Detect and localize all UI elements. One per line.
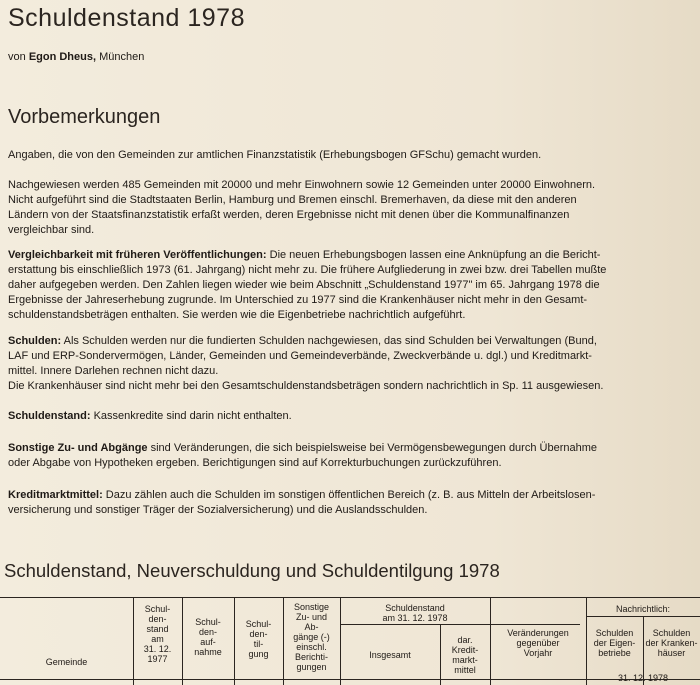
text-line: mittel. Innere Darlehen rechnen nicht dazu.: [8, 365, 219, 377]
text-line: Nachgewiesen werden 485 Gemeinden mit 20000 und mehr Einwohnern sowie 12 Gemeinden unter 20000 Einwohnern.: [8, 179, 596, 191]
text-line: Die Krankenhäuser sind nicht mehr bei den Gesamtschuldenstandsbeträgen sondern nachrichtlich in Sp. 11 ausgewiesen.: [8, 380, 604, 392]
header-insgesamt: Insgesamt: [369, 650, 411, 660]
text-line: Kassenkredite sind darin nicht enthalten.: [90, 410, 292, 422]
paragraph-heading: Sonstige Zu- und Abgänge: [8, 442, 148, 454]
text-line: erstattung bis einschließlich 1973 (61. Jahrgang) nicht mehr zu. Die frühere Aufgliederung in zwei bzw. drei Tabellen mußte: [8, 264, 607, 276]
text-line: Als Schulden werden nur die fundierten Schulden nachgewiesen, das sind Schulden bei Verwaltungen (Bund,: [61, 335, 597, 347]
header-gemeinde: Gemeinde: [45, 657, 88, 667]
text-line: vergleichbar sind.: [8, 224, 95, 236]
paragraph-comparability: [8, 248, 700, 323]
section-title: Vorbemerkungen: [8, 106, 161, 128]
paragraph-kreditmarktmittel: [8, 488, 700, 518]
table-title: Schuldenstand, Neuverschuldung und Schuldentilgung 1978: [4, 560, 500, 581]
text-line: Ergebnisse der Jahreserhebung zugrunde. Im Unterschied zu 1977 sind die Krankenhäuser nicht mehr in den Gesamt-: [8, 294, 588, 306]
header-krankenhaeuser: Schulden der Kranken- häuser: [645, 628, 698, 658]
header-group-stand-1978: Schuldenstand am 31. 12. 1978: [382, 603, 448, 623]
table-header: [0, 597, 700, 685]
header-aufnahme: Schul- den- auf- nahme: [194, 617, 222, 657]
paragraph-coverage: [8, 178, 700, 238]
paragraph-heading: Kreditmarktmittel:: [8, 489, 103, 501]
text-line: Dazu zählen auch die Schulden im sonstigen öffentlichen Bereich (z. B. aus Mitteln der Arbeitslosen-: [102, 489, 596, 501]
header-sonstige: Sonstige Zu- und Ab- gänge (-) einschl. Berichti- gungen: [293, 602, 330, 672]
paragraph-heading: Schulden:: [8, 335, 62, 347]
text-line: Ländern von der Staatsfinanzstatistik erfaßt werden, deren Ergebnisse nicht mit denen über die Kommunalfinanzen: [8, 209, 570, 221]
author-city: München: [99, 51, 145, 63]
table-rule: [0, 597, 700, 598]
header-group-nachrichtlich: Nachrichtlich:: [615, 604, 671, 614]
header-kreditmarkt: dar. Kredit- markt- mittel: [451, 635, 479, 675]
paragraph-schulden: [8, 334, 700, 394]
header-eigenbetriebe: Schulden der Eigen- betriebe: [593, 628, 636, 658]
paragraph-schuldenstand: [8, 409, 700, 424]
paragraph-heading: Schuldenstand:: [8, 410, 91, 422]
header-stand-1977: Schul- den- stand am 31. 12. 1977: [143, 604, 172, 664]
header-tilgung: Schul- den- til- gung: [245, 619, 272, 659]
text-line: Angaben, die von den Gemeinden zur amtlichen Finanzstatistik (Erhebungsbogen GFSchu) gemacht wurden.: [8, 149, 542, 161]
paragraph-heading: Vergleichbarkeit mit früheren Veröffentlichungen:: [8, 249, 267, 261]
text-line: Nicht aufgeführt sind die Stadtstaaten Berlin, Hamburg und Bremen einschl. Bremerhaven, da diese mit den anderen: [8, 194, 577, 206]
text-line: versicherung und sonstiger Träger der Sozialversicherung) und die Auslandsschulden.: [8, 504, 428, 516]
text-line: sind Veränderungen, die sich beispielsweise bei Vermögensbewegungen durch Übernahme: [147, 442, 597, 454]
text-line: Die neuen Erhebungsbogen lassen eine Anknüpfung an die Bericht-: [266, 249, 601, 261]
paragraph-sonstige: [8, 441, 700, 471]
author-line: [8, 51, 144, 63]
text-line: oder Abgabe von Hypotheken ergeben. Berichtigungen sind auf Korrekturbuchungen zurückzuführen.: [8, 457, 502, 469]
author-name: Egon Dheus,: [28, 51, 97, 63]
author-prefix: von: [8, 51, 26, 63]
text-line: schuldenstandsbeträgen enthalten. Sie werden wie die Eigenbetriebe nachrichtlich aufgeführt.: [8, 309, 466, 321]
text-line: daher aufgegeben werden. Den Zahlen liegen wieder wie beim Abschnitt „Schuldenstand 1977" im 65. Jahrgang 1978 die: [8, 279, 600, 291]
paragraph-intro: [8, 148, 700, 163]
header-veraenderungen: Veränderungen gegenüber Vorjahr: [507, 628, 569, 658]
header-date-row: 31. 12. 1978: [617, 673, 669, 683]
text-line: LAF und ERP-Sondervermögen, Länder, Gemeinden und Gemeindeverbände, Zweckverbände u. dgl.) und Kreditmarkt-: [8, 350, 592, 362]
table-rule: [340, 624, 580, 625]
page-title: Schuldenstand 1978: [8, 4, 245, 32]
